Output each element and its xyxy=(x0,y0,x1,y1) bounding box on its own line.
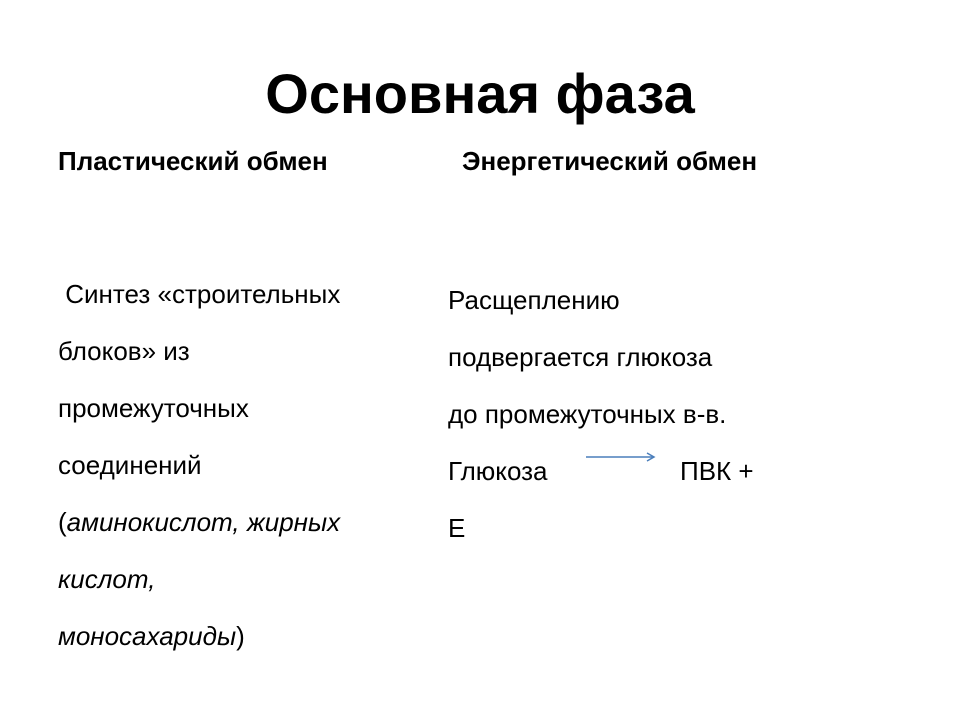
left-line-examples-2: кислот, xyxy=(58,564,156,594)
left-column-body xyxy=(58,266,340,665)
left-line: блоков» из xyxy=(58,336,190,366)
right-column-heading: Энергетический обмен xyxy=(462,146,758,176)
equation-continuation: Е xyxy=(448,513,466,543)
reaction-arrow-icon xyxy=(585,451,657,463)
left-column-heading: Пластический обмен xyxy=(58,146,328,176)
examples-text: аминокислот, жирных xyxy=(66,507,341,537)
right-column-body xyxy=(448,272,754,557)
right-line: подвергается глюкоза xyxy=(448,342,713,372)
left-line: промежуточных xyxy=(58,393,249,423)
paren-close: ) xyxy=(236,621,245,651)
examples-text: моносахариды xyxy=(58,621,237,651)
left-line-examples-1 xyxy=(58,494,340,551)
right-line: до промежуточных в-в. xyxy=(448,399,727,429)
equation-product: ПВК + xyxy=(680,456,754,486)
left-line-examples-3 xyxy=(58,608,340,665)
left-line: соединений xyxy=(58,450,202,480)
left-line: Синтез «строительных xyxy=(58,279,341,309)
equation-reactant: Глюкоза xyxy=(448,456,548,486)
paren-open: ( xyxy=(58,507,67,537)
slide-title: Основная фаза xyxy=(265,62,695,125)
right-line: Расщеплению xyxy=(448,285,620,315)
